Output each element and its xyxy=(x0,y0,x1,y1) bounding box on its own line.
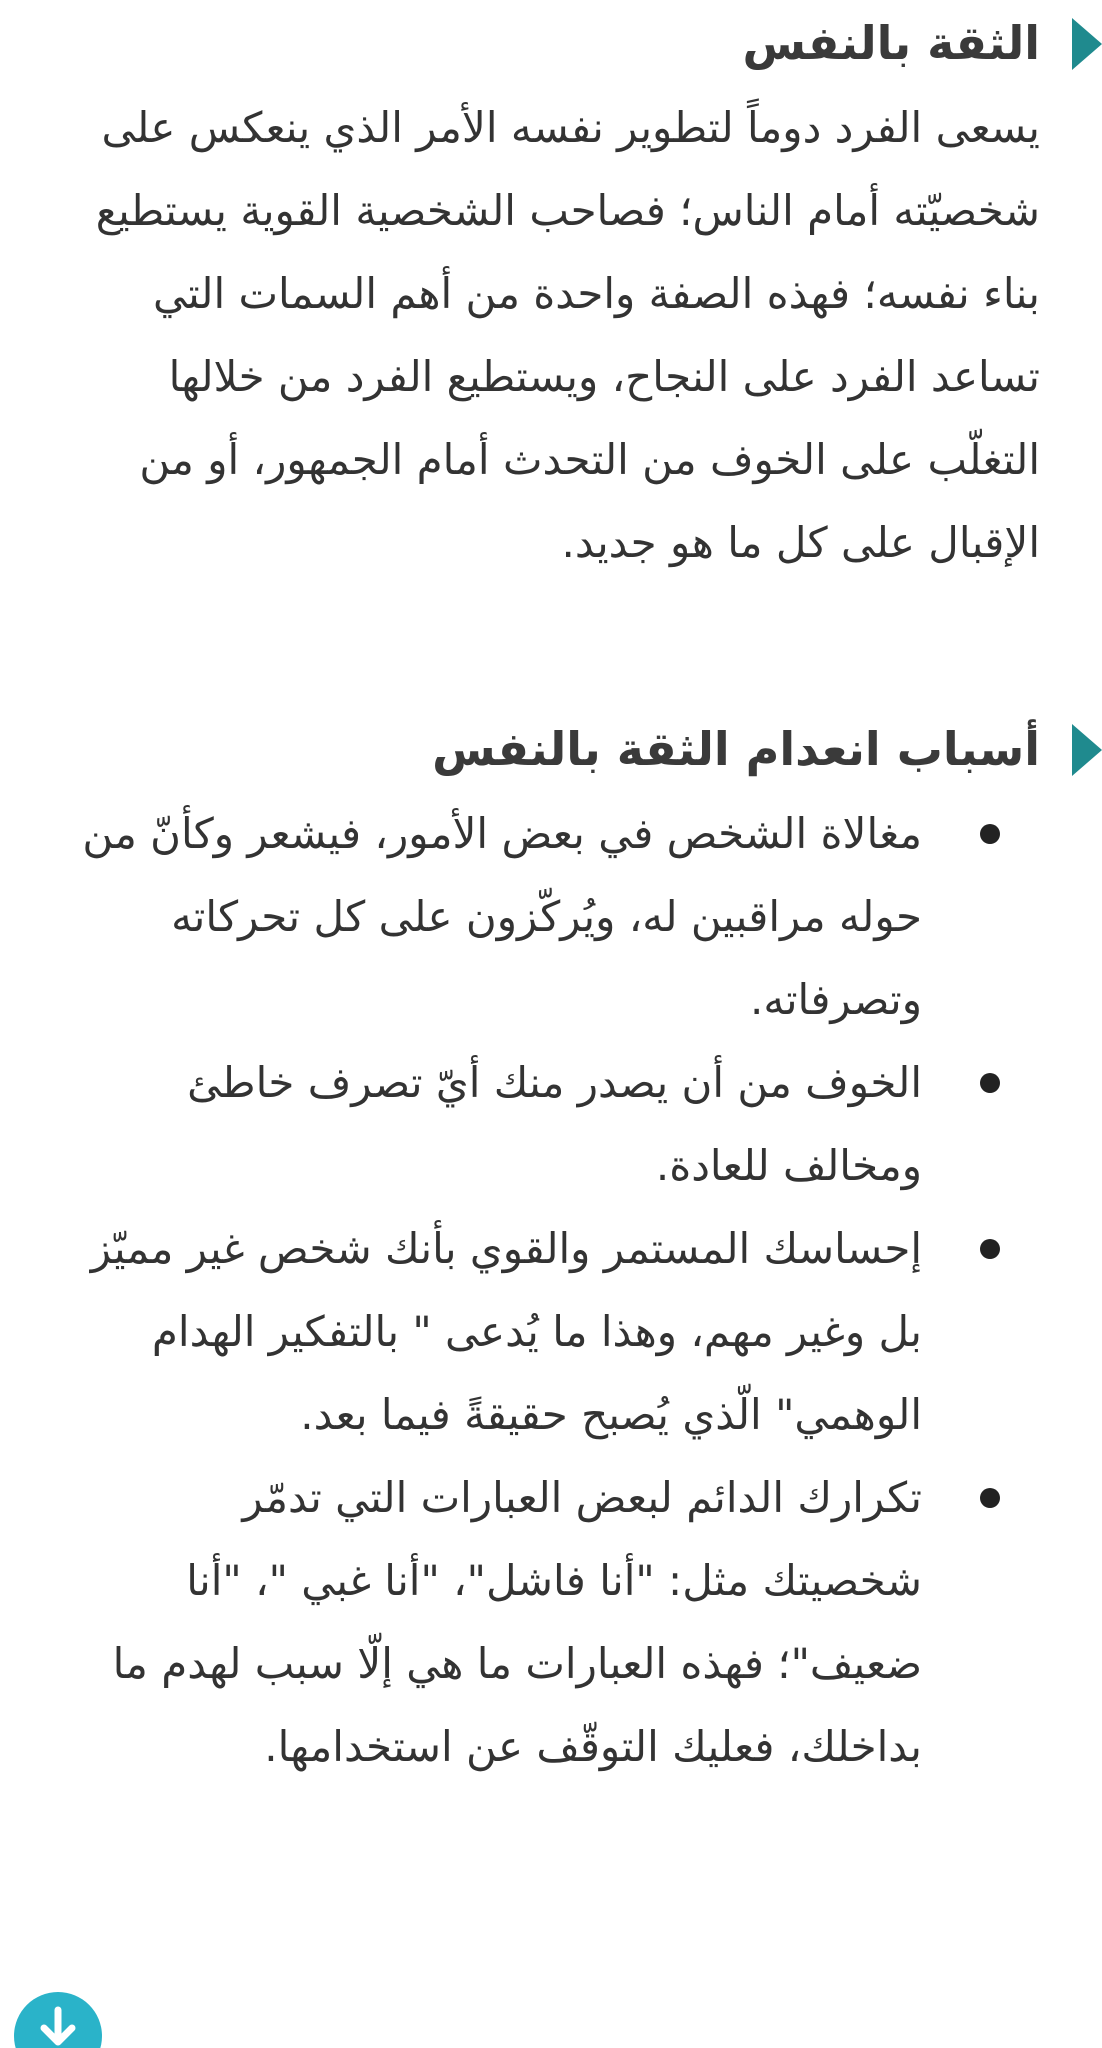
list-item xyxy=(70,1041,922,1207)
list-item xyxy=(70,1456,922,1788)
bullet-icon xyxy=(980,1488,1000,1508)
bullet-icon xyxy=(980,1073,1000,1093)
triangle-marker-icon xyxy=(1072,724,1102,776)
section-heading-confidence xyxy=(70,0,1040,86)
list-item-text: مغالاة الشخص في بعض الأمور، فيشعر وكأنّ من حوله مراقبين له، ويُركّزون على كل تحركاته وتصرفاته. xyxy=(82,809,922,1024)
list-item-text: الخوف من أن يصدر منك أيّ تصرف خاطئ ومخالف للعادة. xyxy=(187,1058,922,1190)
list-item xyxy=(70,1207,922,1456)
section-heading-causes xyxy=(70,706,1040,792)
section-heading-text: أسباب انعدام الثقة بالنفس xyxy=(432,722,1040,776)
arrow-down-icon xyxy=(36,2006,80,2048)
list-item-text: إحساسك المستمر والقوي بأنك شخص غير مميّز بل وغير مهم، وهذا ما يُدعى " بالتفكير الهدام الوهمي" الّذي يُصبح حقيقةً فيما بعد. xyxy=(90,1224,922,1439)
section-heading-text: الثقة بالنفس xyxy=(742,16,1040,70)
section-paragraph-confidence: يسعى الفرد دوماً لتطوير نفسه الأمر الذي ينعكس على شخصيّته أمام الناس؛ فصاحب الشخصية القوية يستطيع بناء نفسه؛ فهذه الصفة واحدة من أهم السمات التي تساعد الفرد على النجاح، ويستطيع الفرد من خلالها التغلّب على الخوف من التحدث أمام الجمهور، أو من الإقبال على كل ما هو جديد. xyxy=(95,103,1040,567)
bullet-icon xyxy=(980,1239,1000,1259)
triangle-marker-icon xyxy=(1072,18,1102,70)
list-item xyxy=(70,792,922,1041)
causes-list xyxy=(70,792,1040,1788)
list-item-text: تكرارك الدائم لبعض العبارات التي تدمّر شخصيتك مثل: "أنا فاشل"، "أنا غبي "، "أنا ضعيف"؛ فهذه العبارات ما هي إلّا سبب لهدم ما بداخلك، فعليك التوقّف عن استخدامها. xyxy=(112,1473,922,1771)
bullet-icon xyxy=(980,824,1000,844)
